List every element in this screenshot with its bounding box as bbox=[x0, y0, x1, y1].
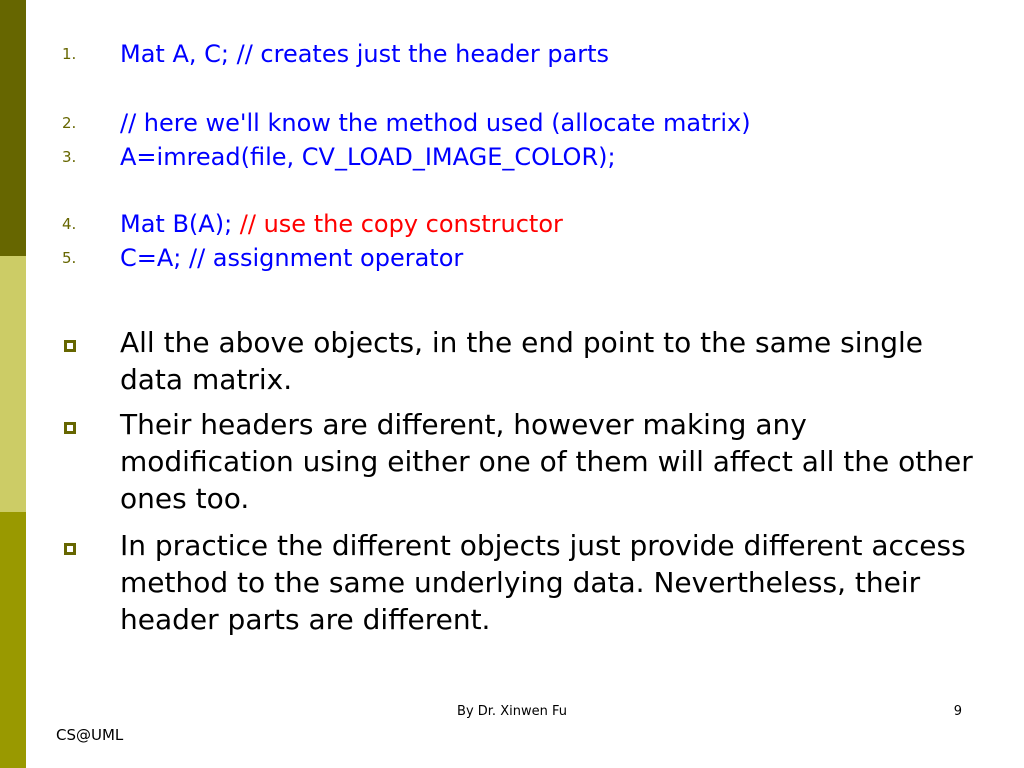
code-line bbox=[0, 140, 1000, 174]
line-number: 4. bbox=[62, 215, 77, 233]
code-comment-red: // use the copy constructor bbox=[239, 210, 563, 238]
line-number: 3. bbox=[62, 148, 77, 166]
code-line bbox=[0, 37, 1000, 71]
slide-number: 9 bbox=[953, 704, 962, 719]
line-number: 5. bbox=[62, 249, 77, 267]
code-text-part: Mat A, C; // creates just the header parts bbox=[120, 40, 610, 68]
code-text-part: // here we'll know the method used (allocate matrix) bbox=[120, 109, 751, 137]
code-text-part: A=imread(file, CV_LOAD_IMAGE_COLOR); bbox=[120, 143, 616, 171]
bullet-text: All the above objects, in the end point to the same single data matrix. bbox=[120, 326, 924, 396]
footer-author: By Dr. Xinwen Fu bbox=[457, 704, 567, 719]
footer-org: CS@UML bbox=[56, 726, 124, 744]
code-line bbox=[0, 207, 1000, 241]
code-text bbox=[120, 241, 463, 275]
square-bullet-icon bbox=[64, 422, 76, 434]
code-line bbox=[0, 106, 1000, 140]
code-text bbox=[120, 140, 616, 174]
code-text bbox=[120, 207, 563, 241]
sidebar-band-bottom bbox=[0, 512, 26, 768]
square-bullet-icon bbox=[64, 543, 76, 555]
line-number: 1. bbox=[62, 45, 77, 63]
line-number: 2. bbox=[62, 114, 77, 132]
bullet-text: Their headers are different, however making any modification using either one of them will affect all the other ones too. bbox=[120, 408, 973, 515]
square-bullet-icon bbox=[64, 340, 76, 352]
bullet-text: In practice the different objects just provide different access method to the same underlying data. Nevertheless, their header parts are different. bbox=[120, 529, 966, 636]
sidebar-band-middle bbox=[0, 256, 26, 512]
code-text-part: Mat B(A); bbox=[120, 210, 240, 238]
code-text bbox=[120, 37, 609, 71]
code-text-part: C=A; // assignment operator bbox=[120, 244, 464, 272]
code-text bbox=[120, 106, 751, 140]
code-line bbox=[0, 241, 1000, 275]
